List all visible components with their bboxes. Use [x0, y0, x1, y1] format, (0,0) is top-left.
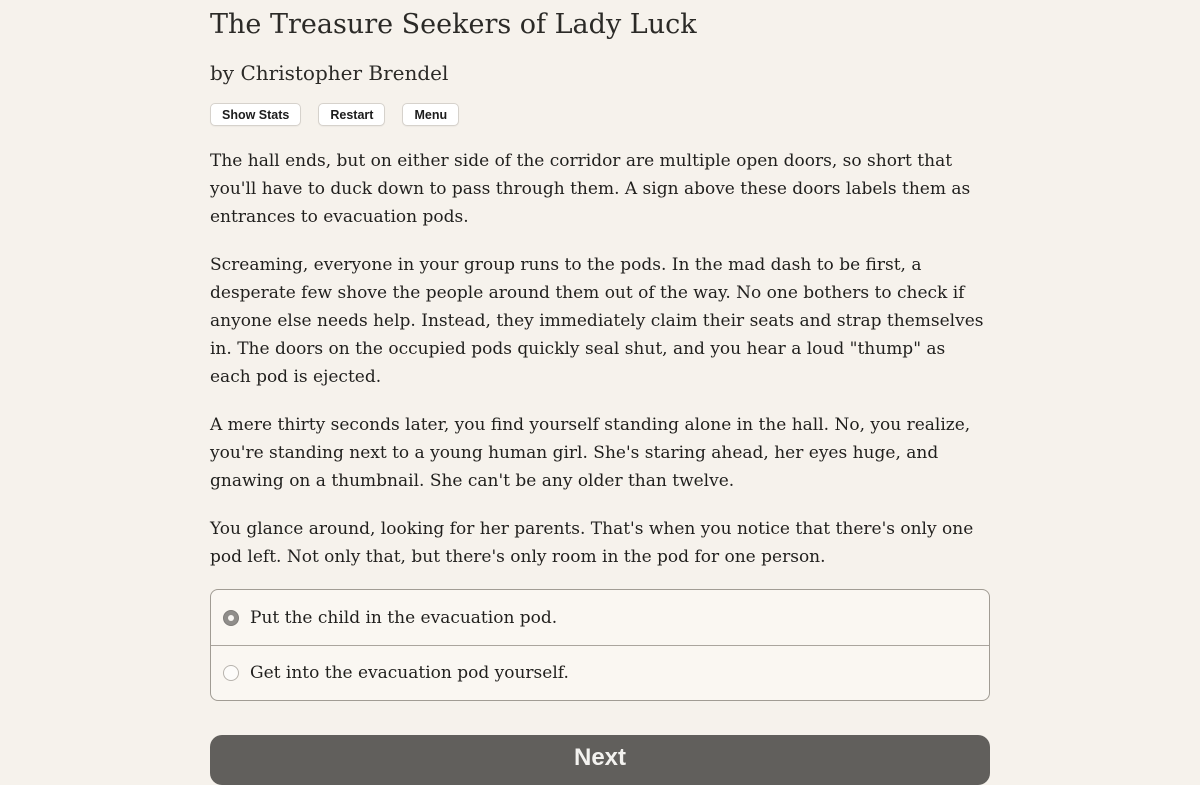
- story-page: [210, 0, 990, 785]
- story-paragraph: Screaming, everyone in your group runs to the pods. In the mad dash to be first, a desperate few shove the people around them out of the way. No one bothers to check if anyone else needs help. Instead, they immediately claim their seats and strap themselves in. The doors on the occupied pods quickly seal shut, and you hear a loud "thump" as each pod is ejected.: [210, 255, 984, 387]
- toolbar: [210, 103, 990, 126]
- show-stats-button[interactable]: Show Stats: [210, 103, 301, 126]
- menu-button[interactable]: Menu: [402, 103, 459, 126]
- radio-button-icon[interactable]: [223, 665, 239, 681]
- story-paragraph: You glance around, looking for her parents. That's when you notice that there's only one pod left. Not only that, but there's only room in the pod for one person.: [210, 519, 974, 567]
- radio-button-icon[interactable]: [223, 610, 239, 626]
- choice-label: Get into the evacuation pod yourself.: [250, 663, 569, 683]
- choice-option[interactable]: [211, 645, 989, 700]
- restart-button[interactable]: Restart: [318, 103, 385, 126]
- story-paragraph: A mere thirty seconds later, you find yourself standing alone in the hall. No, you realize, you're standing next to a young human girl. She's staring ahead, her eyes huge, and gnawing on a thumbnail. She can't be any older than twelve.: [210, 415, 971, 491]
- choice-option[interactable]: [211, 590, 989, 645]
- story-title: The Treasure Seekers of Lady Luck: [210, 9, 697, 40]
- choice-list: [210, 589, 990, 701]
- story-text: [210, 147, 990, 571]
- story-paragraph: The hall ends, but on either side of the corridor are multiple open doors, so short that you'll have to duck down to pass through them. A sign above these doors labels them as entrances to evacuation pods.: [210, 151, 971, 227]
- next-button[interactable]: Next: [210, 735, 990, 785]
- radio-dot-icon: [228, 615, 234, 621]
- story-author: by Christopher Brendel: [210, 61, 449, 85]
- choice-label: Put the child in the evacuation pod.: [250, 607, 558, 628]
